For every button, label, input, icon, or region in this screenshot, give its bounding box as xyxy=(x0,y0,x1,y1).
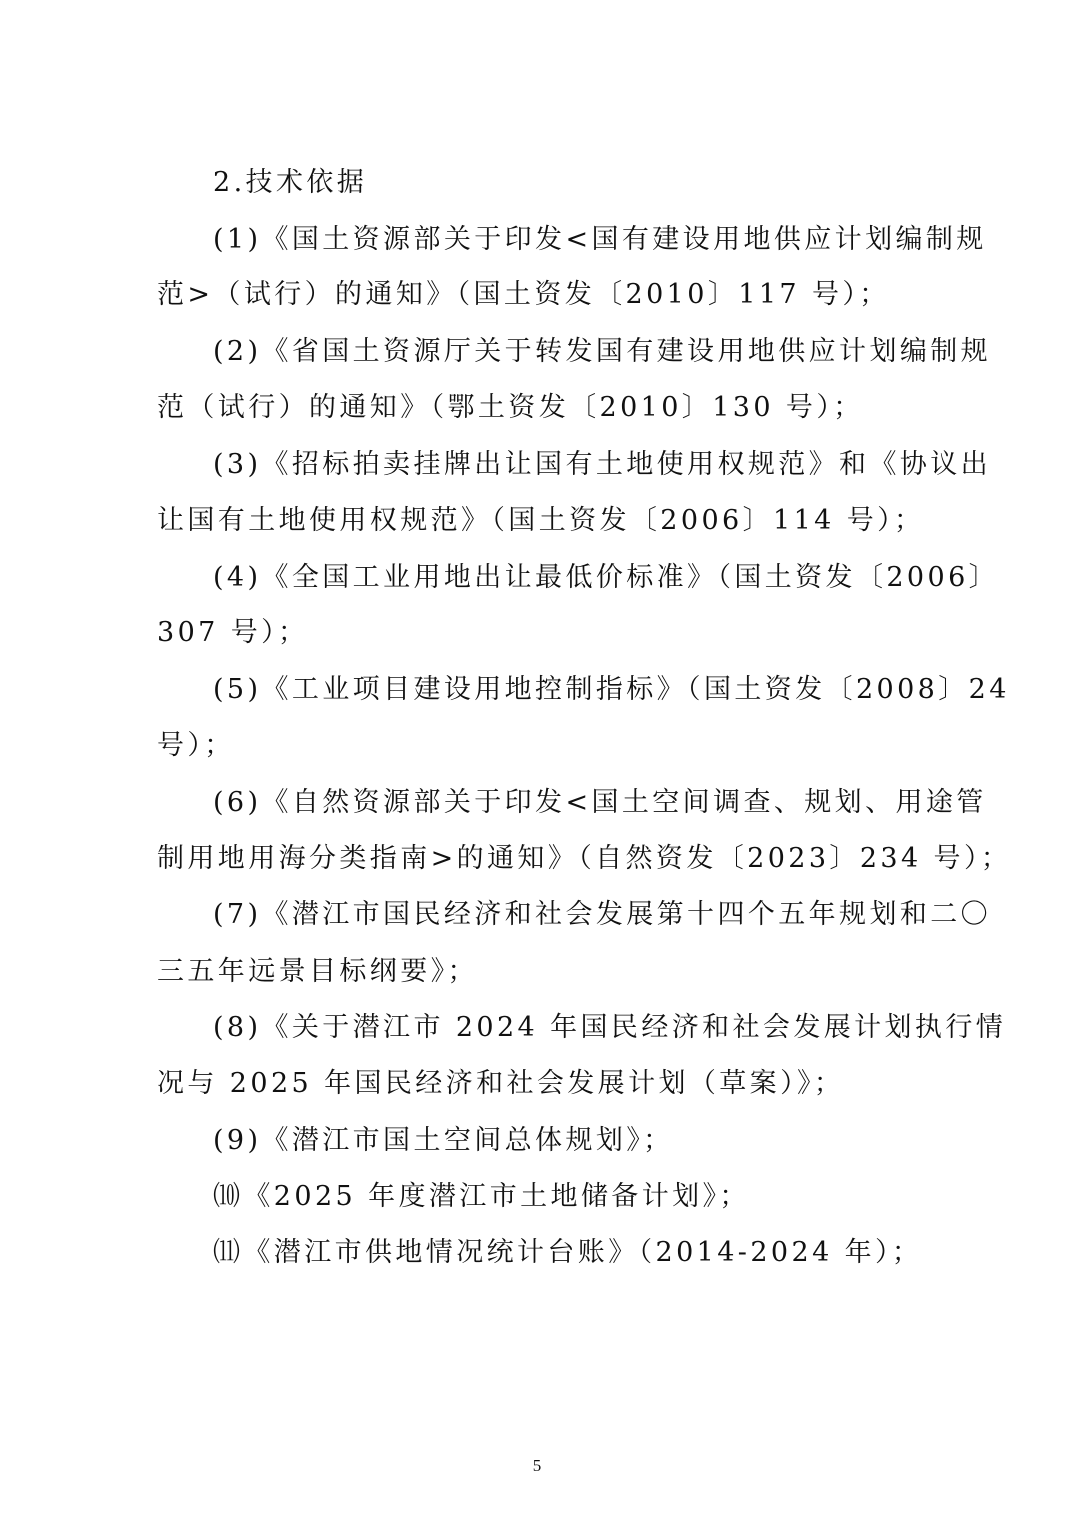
item-1-line-2: 范>（试行）的通知》（国土资发〔2010〕117 号）； xyxy=(157,279,890,310)
item-9-line-1: (9)《潜江市国土空间总体规划》； xyxy=(213,1125,674,1156)
item-11-line-1: ⑾《潜江市供地情况统计台账》（2014-2024 年）； xyxy=(213,1237,923,1268)
item-4-line-2: 307 号）； xyxy=(157,617,309,648)
item-7-line-1: (7)《潜江市国民经济和社会发展第十四个五年规划和二〇 xyxy=(213,899,992,930)
item-6-line-2: 制用地用海分类指南>的通知》（自然资发〔2023〕234 号）； xyxy=(157,843,1012,874)
item-7-line-2: 三五年远景目标纲要》； xyxy=(157,956,478,987)
item-1-line-1: (1)《国土资源部关于印发<国有建设用地供应计划编制规 xyxy=(213,224,987,255)
section-heading: 2.技术依据 xyxy=(213,167,368,198)
item-5-line-2: 号）； xyxy=(157,730,235,761)
item-8-line-1: (8)《关于潜江市 2024 年国民经济和社会发展计划执行情 xyxy=(213,1012,1007,1043)
item-3-line-2: 让国有土地使用权规范》（国土资发〔2006〕114 号）； xyxy=(157,505,925,536)
item-6-line-1: (6)《自然资源部关于印发<国土空间调查、规划、用途管 xyxy=(213,787,987,818)
page-number: 5 xyxy=(532,1456,542,1475)
item-2-line-1: (2)《省国土资源厅关于转发国有建设用地供应计划编制规 xyxy=(213,336,992,367)
item-5-line-1: (5)《工业项目建设用地控制指标》（国土资发〔2008〕24 xyxy=(213,674,1010,705)
item-10-line-1: ⑽《2025 年度潜江市土地储备计划》； xyxy=(213,1181,750,1212)
item-3-line-1: (3)《招标拍卖挂牌出让国有土地使用权规范》和《协议出 xyxy=(213,449,992,480)
item-2-line-2: 范（试行）的通知》（鄂土资发〔2010〕130 号）； xyxy=(157,392,864,423)
item-4-line-1: (4)《全国工业用地出让最低价标准》（国土资发〔2006〕 xyxy=(213,562,1000,593)
item-8-line-2: 况与 2025 年国民经济和社会发展计划（草案）》； xyxy=(157,1068,845,1099)
